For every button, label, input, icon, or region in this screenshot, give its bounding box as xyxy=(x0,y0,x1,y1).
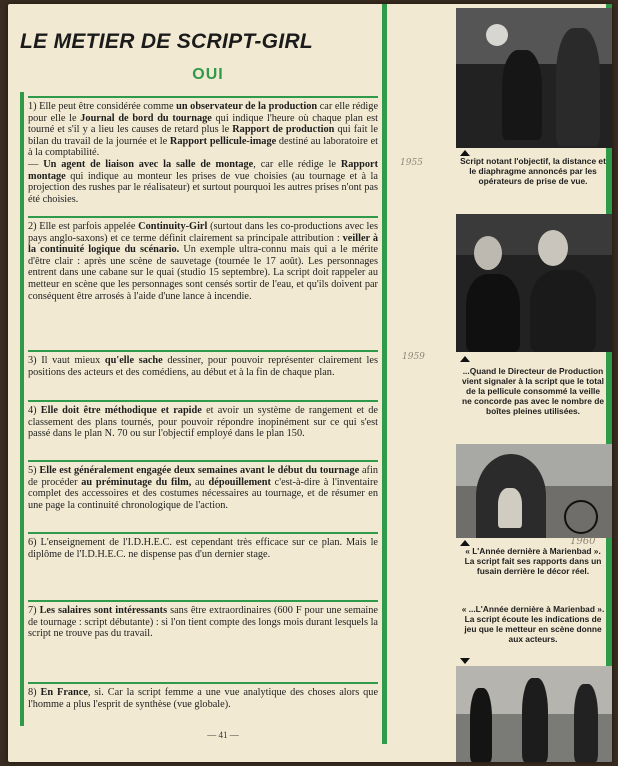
photo-caption-3: « L'Année dernière à Marienbad ». La script fait ses rapports dans un fusain derrière le décor réel. xyxy=(464,546,602,576)
photo-production-director xyxy=(456,214,612,352)
photo-marienbad-actors xyxy=(456,666,612,762)
page-title: LE METIER DE SCRIPT-GIRL xyxy=(20,30,314,53)
column-green-rule xyxy=(382,4,387,744)
section-7: 7) Les salaires sont intéressants sans être extraordinaires (600 F pour une semaine de tournage : script débutante) : si l'on tient compte des longs mois durant lesquels la script ne trouve pas du travail. xyxy=(28,600,378,640)
handwritten-note: 1960 xyxy=(570,536,596,547)
handwritten-note: 1959 xyxy=(402,352,425,362)
photo-script-girl-camera xyxy=(456,8,612,148)
photo-caption-4: « ...L'Année dernière à Marienbad ». La script écoute les indications de jeu que le metteur en scène donne aux acteurs. xyxy=(461,604,605,644)
photo-caption-1: Script notant l'objectif, la distance et le diaphragme annoncés par les opérateurs de prise de vue. xyxy=(460,156,606,186)
left-green-rule xyxy=(20,92,24,726)
photo-marienbad-tent xyxy=(456,444,612,538)
section-3: 3) Il vaut mieux qu'elle sache dessiner, pour pouvoir représenter clairement les positions des acteurs et des comédiens, au début et à la fin de chaque plan. xyxy=(28,350,378,378)
section-6: 6) L'enseignement de l'I.D.H.E.C. est cependant très efficace sur ce plan. Mais le diplôme de l'I.D.H.E.C. ne dispense pas d'un dernier stage. xyxy=(28,532,378,560)
photo-caption-2: ...Quand le Directeur de Production vient signaler à la script que le total de la pellicule consommé la veille ne concorde pas avec le nombre de boîtes pleines utilisées. xyxy=(462,366,604,416)
section-4: 4) Elle doit être méthodique et rapide et avoir un système de rangement et de classement des plans tournés, pour pouvoir répondre inopinément sur ce qui s'est passé dans le plan N. 70 ou sur l'objectif employé dans le plan 150. xyxy=(28,400,378,440)
section-1: 1) Elle peut être considérée comme un observateur de la production car elle rédige pour elle le Journal de bord du tournage qui indique l'heure où chaque plan est tourné et s'il y a lieu les causes de retard plus le Rapport de production qui fait le bilan du travail de la journée et le Rapport pellicule-image destiné au laboratoire et à la comptabilité. — Un agent de liaison avec la salle de montage, car elle rédige le Rapport montage qui indique au monteur les prises de vue choisies (au tournage et à la projection des rushes par le réalisateur) et surtout pourquoi les autres prises n'ont pas été choisies. xyxy=(28,96,378,205)
page-subtitle: OUI xyxy=(192,66,224,83)
page-number: — 41 — xyxy=(207,730,239,740)
section-2: 2) Elle est parfois appelée Continuity-Girl (surtout dans les co-productions avec les pays anglo-saxons) et ce terme définit clairement sa principale attribution : veiller à la continuité logique du scénario. Un exemple ultra-connu mais qui a le mérite d'être clair : après une scène de sauvetage (tournée le 17 août). Les personnages entrent dans une cabane sur le quai (studio 15 septembre). La script doit rappeler au metteur en scène que les personnages sont censés sortir de l'eau, et qu'ils doivent par conséquent être arrosés à l'aide d'une lance à incendie. xyxy=(28,216,378,302)
section-8: 8) En France, si. Car la script femme a une vue analytique des choses alors que l'homme a plus l'esprit de synthèse (vue globale). xyxy=(28,682,378,710)
caption-marker-icon xyxy=(460,356,470,362)
caption-marker-icon xyxy=(460,658,470,664)
magazine-page xyxy=(8,4,612,762)
section-5: 5) Elle est généralement engagée deux semaines avant le début du tournage afin de procéder au préminutage du film, au dépouillement c'est-à-dire à l'inventaire complet des accessoires et des costumes nécessaires au tournage, et de résumer en une page la continuité chronologique de l'action. xyxy=(28,460,378,511)
handwritten-note: 1955 xyxy=(400,158,423,168)
